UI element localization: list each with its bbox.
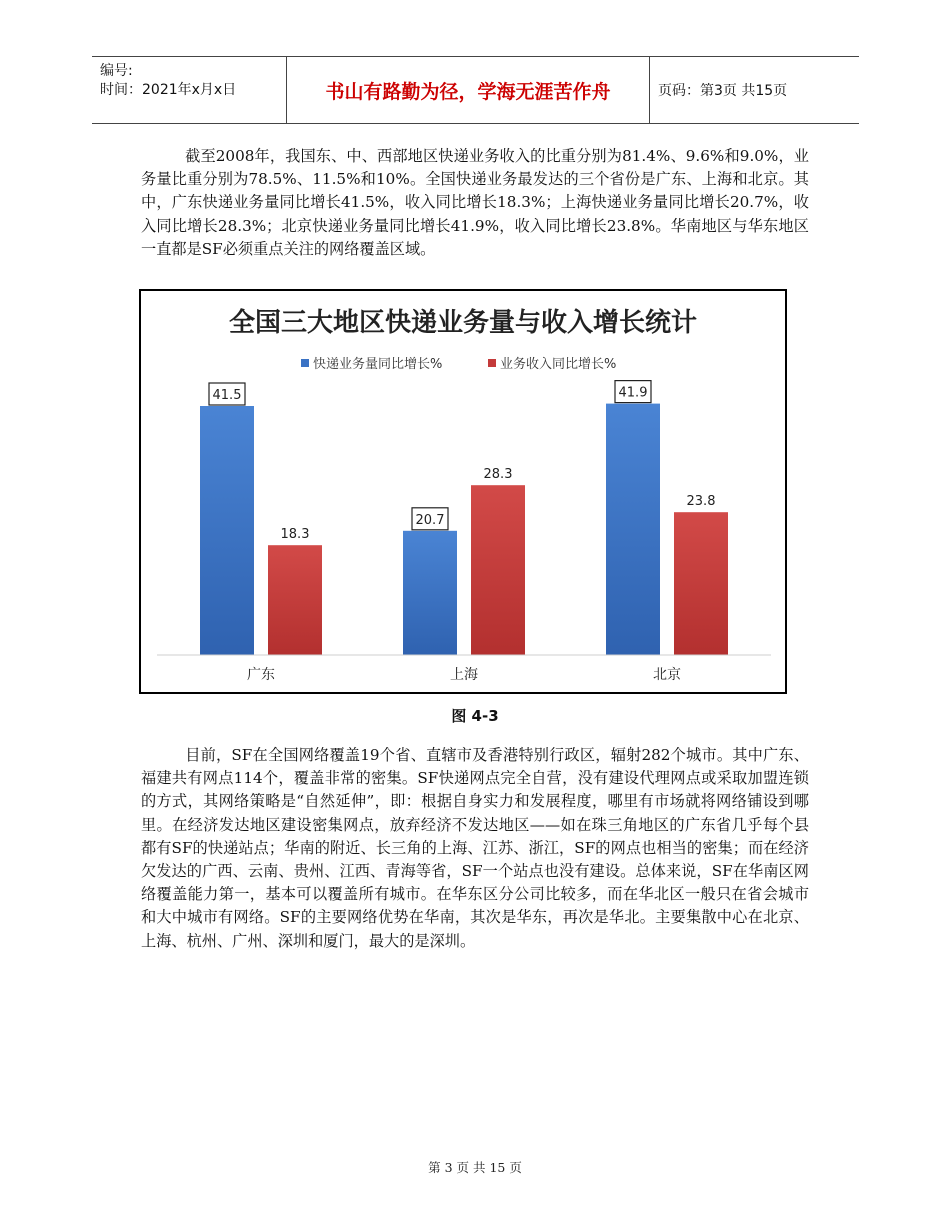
bar bbox=[674, 512, 728, 655]
data-label: 18.3 bbox=[280, 527, 310, 543]
header-page-info: 页码：第3页 共15页 bbox=[658, 83, 788, 99]
chart-legend bbox=[301, 356, 616, 372]
bar bbox=[471, 485, 525, 655]
legend-label: 快递业务量同比增长% bbox=[313, 357, 443, 372]
legend-swatch bbox=[488, 359, 496, 367]
x-axis-labels bbox=[247, 667, 681, 683]
header-meta bbox=[100, 63, 290, 99]
x-tick-label: 北京 bbox=[653, 667, 681, 683]
chart-title: 全国三大地区快递业务量与收入增长统计 bbox=[228, 308, 698, 338]
x-tick-label: 上海 bbox=[450, 667, 478, 683]
document-number-label: 编号: bbox=[100, 63, 133, 79]
legend-label: 业务收入同比增长% bbox=[500, 357, 617, 372]
bar bbox=[268, 545, 322, 655]
paragraph-text: 目前，SF在全国网络覆盖19个省、直辖市及香港特别行政区，辐射282个城市。其中广东、福建共有网点114个，覆盖非常的密集。SF快递网点完全自营，没有建设代理网点或采取加盟连锁的方式，其网络策略是“自然延伸”，即：根据自身实力和发展程度，哪里有市场就将网络铺设到哪里。在经济发达地区建设密集网点，放弃经济不发达地区——如在珠三角地区的广东省几乎每个县都有SF的快递站点；华南的附近、长三角的上海、江苏、浙江，SF的网点也相当的密集；而在经济欠发达的广西、云南、贵州、江西、青海等省，SF一个站点也没有建设。总体来说，SF在华南区网络覆盖能力第一，基本可以覆盖所有城市。在华东区分公司比较多，而在华北区一般只在省会城市和大中城市有网络。SF的主要网络优势在华南，其次是华东，再次是华北。主要集散中心在北京、上海、杭州、广州、深圳和厦门，最大的是深圳。 bbox=[141, 746, 809, 950]
data-label: 20.7 bbox=[415, 512, 445, 528]
body-paragraph bbox=[141, 145, 809, 261]
header-motto: 书山有路勤为径，学海无涯苦作舟 bbox=[325, 80, 611, 103]
paragraph-text: 截至2008年，我国东、中、西部地区快递业务收入的比重分别为81.4%、9.6%和9.0%，业务量比重分别为78.5%、11.5%和10%。全国快递业务最发达的三个省份是广东、上海和北京。其中，广东快递业务量同比增长41.5%，收入同比增长18.3%；上海快递业务量同比增长20.7%，收入同比增长28.3%；北京快递业务量同比增长41.9%，收入同比增长23.8%。华南地区与华东地区一直都是SF必须重点关注的网络覆盖区域。 bbox=[141, 147, 809, 258]
legend-swatch bbox=[301, 359, 309, 367]
data-label: 41.5 bbox=[212, 388, 242, 403]
data-label: 28.3 bbox=[483, 467, 513, 483]
page-footer: 第 3 页 共 15 页 bbox=[428, 1160, 522, 1175]
data-label: 41.9 bbox=[618, 385, 648, 401]
chart-canvas bbox=[141, 291, 785, 692]
bar bbox=[200, 406, 254, 655]
bar bbox=[403, 531, 457, 655]
figure-caption: 图 4-3 bbox=[451, 707, 499, 725]
data-label: 23.8 bbox=[686, 494, 716, 510]
document-time-label: 时间：2021年x月x日 bbox=[100, 82, 237, 98]
x-tick-label: 广东 bbox=[247, 667, 275, 683]
page-header bbox=[92, 56, 859, 124]
bar-chart bbox=[139, 289, 787, 694]
body-paragraph bbox=[141, 744, 809, 953]
chart-bars bbox=[200, 381, 728, 655]
bar bbox=[606, 404, 660, 655]
